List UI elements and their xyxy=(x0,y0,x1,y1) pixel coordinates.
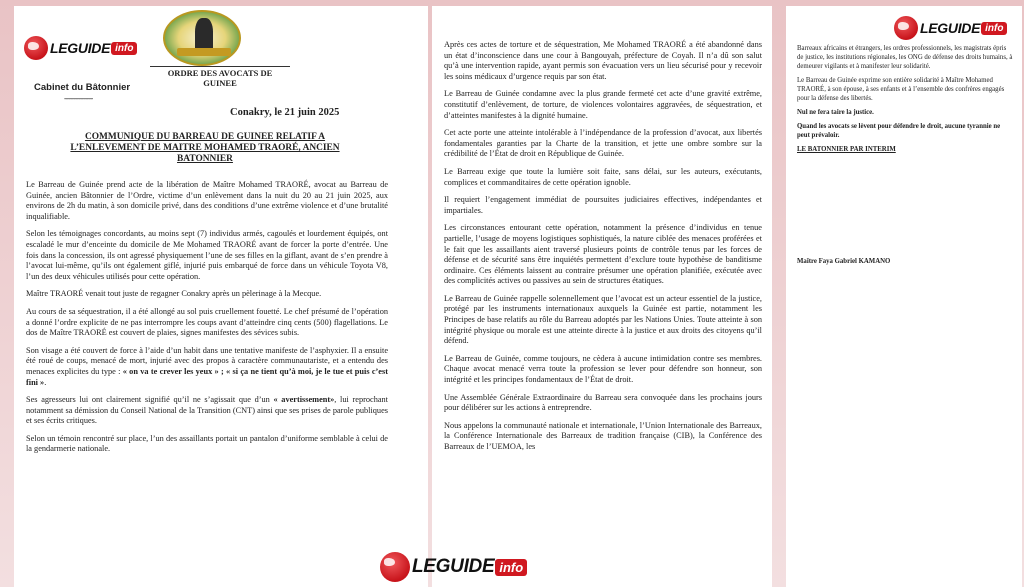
left-page-body xyxy=(26,180,388,462)
cabinet-underline: ----------------- xyxy=(64,94,93,103)
document-date: Conakry, le 21 juin 2025 xyxy=(230,107,340,118)
globe-icon xyxy=(894,16,918,40)
paragraph: Selon les témoignages concordants, au moins sept (7) individus armés, cagoulés et lourdement équipés, ont escaladé le mur d’enceinte du domicile de Me Mohamed TRAORÉ avant de forcer la porte d’entrée. Une fois dans la concession, ils ont agressé physiquement l’une de ses filles en la giflant, avant de s’en prendre à l’avocat lui-même, qu’ils ont également giflé, injurié puis embarqué de force dans un véhicule Toyota V8, l’un des deux véhicules utilisés pour cette opération. xyxy=(26,229,388,281)
globe-icon xyxy=(380,552,410,582)
right-page-body xyxy=(797,44,1013,159)
order-name: ORDRE DES AVOCATS DE GUINEE xyxy=(150,66,290,88)
cabinet-label: Cabinet du Bâtonnier xyxy=(34,82,131,93)
signatory-name: Maître Faya Gabriel KAMANO xyxy=(797,258,891,265)
paragraph: Le Barreau de Guinée, comme toujours, ne cèdera à aucune intimidation contre ses membres. Chaque avocat menacé verra toute la profession se lever pour défendre son honneur, son intégrité et les principes fondamentaux de l’État de droit. xyxy=(444,353,762,385)
slogan: Nul ne fera taire la justice. xyxy=(797,109,874,116)
paragraph: Le Barreau de Guinée prend acte de la libération de Maître Mohamed TRAORÉ, avocat au Barreau de Guinée, ancien Bâtonnier de l’Ordre, victime d’un enlèvement dans la nuit du 20 au 21 juin 2025, aux environs de 2h du matin, à son domicile privé, dans des conditions d’une extrême violence et d’une brutalité inqualifiable. xyxy=(26,180,388,221)
paragraph: Une Assemblée Générale Extraordinaire du Barreau sera convoquée dans les prochains jours pour délibérer sur les actions à entreprendre. xyxy=(444,392,762,413)
paragraph: Barreaux africains et étrangers, les ordres professionnels, les magistrats épris de justice, les institutions régionales, les ONG de défense des droits humains, à demeurer vigilants et à manifester leur solidarité. xyxy=(797,45,1013,70)
slogan: Quand les avocats se lèvent pour défendre le droit, aucune tyrannie ne peut prévaloir. xyxy=(797,123,1001,139)
paragraph: Après ces actes de torture et de séquestration, Me Mohamed TRAORÉ a été abandonné dans un état d’inconscience dans une cour à Bangouyah, préfecture de Coyah. Il n’a dû son salut qu’à une intervention rapide, ayant permis son évacuation vers un lieu sécurisé pour y recevoir les soins médicaux d’urgence requis par son état. xyxy=(444,40,762,81)
communique-title: COMMUNIQUE DU BARREAU DE GUINEE RELATIF A L’ENLEVEMENT DE MAITRE MOHAMED TRAORÉ, ANCIEN BATONNIER xyxy=(70,132,340,164)
signatory-role: LE BATONNIER PAR INTERIM xyxy=(797,146,896,153)
paragraph: Nous appelons la communauté nationale et internationale, l’Union Internationale des Barreaux, la Conférence Internationale des Barreaux de tradition française (CIB), la Conférence des Barreaux de l’UEMOA, les xyxy=(444,420,762,451)
paragraph: Le Barreau de Guinée rappelle solennellement que l’avocat est un acteur essentiel de la justice, protégé par les instruments internationaux auxquels la Guinée est partie, notamment les Principes de base relatifs au rôle du Barreau adoptés par les Nations Unies. Toute atteinte à son intégrité physique ou morale est une atteinte directe à la justice et aux droits des citoyens qu’il défend. xyxy=(444,293,762,346)
paragraph: Il requiert l’engagement immédiat de poursuites judiciaires effectives, indépendantes et impartiales. xyxy=(444,195,762,215)
paragraph: Cet acte porte une atteinte intolérable à l’indépendance de la profession d’avocat, aux libertés fondamentales garanties par la Charte de la transition, et jette une ombre sombre sur la crédibilité de l’État de droit en République de Guinée. xyxy=(444,128,762,159)
paragraph: Ses agresseurs lui ont clairement signifié qu’il ne s’agissait que d’un « avertissement», lui reprochant notamment sa démission du Conseil National de la Transition (CNT) ainsi que ses prises de parole publiques et ses écrits critiques. xyxy=(26,395,388,426)
paragraph: Les circonstances entourant cette opération, notamment la présence d’individus en tenue partielle, l’usage de moyens logistiques sophistiqués, la nature ciblée des menaces proférées et le fait que les assaillants aient traversé plusieurs points de contrôle tenus par les forces de défense et de sécurité sans être inquiétés permettent d’exclure toute hypothèse de banditisme ordinaire. Ces éléments laissent au contraire présumer une opération planifiée, exécutée avec des complicités actives ou passives au sein de structures étatiques. xyxy=(444,223,762,286)
paragraph: Au cours de sa séquestration, il a été allongé au sol puis cruellement fouetté. Le chef présumé de l’opération a donné l’ordre explicite de ne pas interrompre les coups avant d’atteindre cinq cents (500) flagellations. Le dos de Maître TRAORÉ est couvert de plaies, signes manifestes des sévices subis. xyxy=(26,306,388,338)
leguide-logo-left: LEGUIDE info xyxy=(24,36,137,60)
warning-quote: « avertissement» xyxy=(273,395,335,405)
paragraph: Son visage a été couvert de force à l’aide d’un habit dans une tentative manifeste de l’asphyxier. Il a ensuite été roué de coups, menacé de mort, injurié avec des propos à caractère communautariste, et a entendu des menaces explicites du type : « on va te crever les yeux » ; « si ça ne tient qu’à moi, je le tue et puis c’est fini ». xyxy=(26,345,388,387)
paragraph: Le Barreau de Guinée condamne avec la plus grande fermeté cet acte d’une gravité extrême, constitutif d’enlèvement, de torture, de violences volontaires aggravées, de séquestration, et d’atteintes manifestes à la dignité humaine. xyxy=(444,89,762,120)
bar-association-emblem xyxy=(163,10,241,66)
middle-page-body xyxy=(444,40,762,460)
paragraph: Le Barreau de Guinée exprime son entière solidarité à Maître Mohamed TRAORÉ, à son épouse, à ses enfants et à l’ensemble des confrères engagés pour la défense des libertés. xyxy=(797,77,1005,102)
paragraph: Le Barreau exige que toute la lumière soit faite, sans délai, sur les auteurs, exécutants, complices et commanditaires de cette opération ignoble. xyxy=(444,166,762,187)
paragraph: Selon un témoin rencontré sur place, l’un des assaillants portait un pantalon d’uniforme semblable à celui de la gendarmerie nationale. xyxy=(26,433,388,454)
leguide-logo-right: LEGUIDE info xyxy=(894,16,1007,40)
threat-quote: « on va te crever les yeux » ; « si ça ne tient qu’à moi, je le tue et puis c’est fini » xyxy=(26,366,388,387)
globe-icon xyxy=(24,36,48,60)
leguide-logo-bottom: LEGUIDE info xyxy=(380,552,527,582)
paragraph: Maître TRAORÉ venait tout juste de regagner Conakry après un pèlerinage à la Mecque. xyxy=(26,289,322,299)
